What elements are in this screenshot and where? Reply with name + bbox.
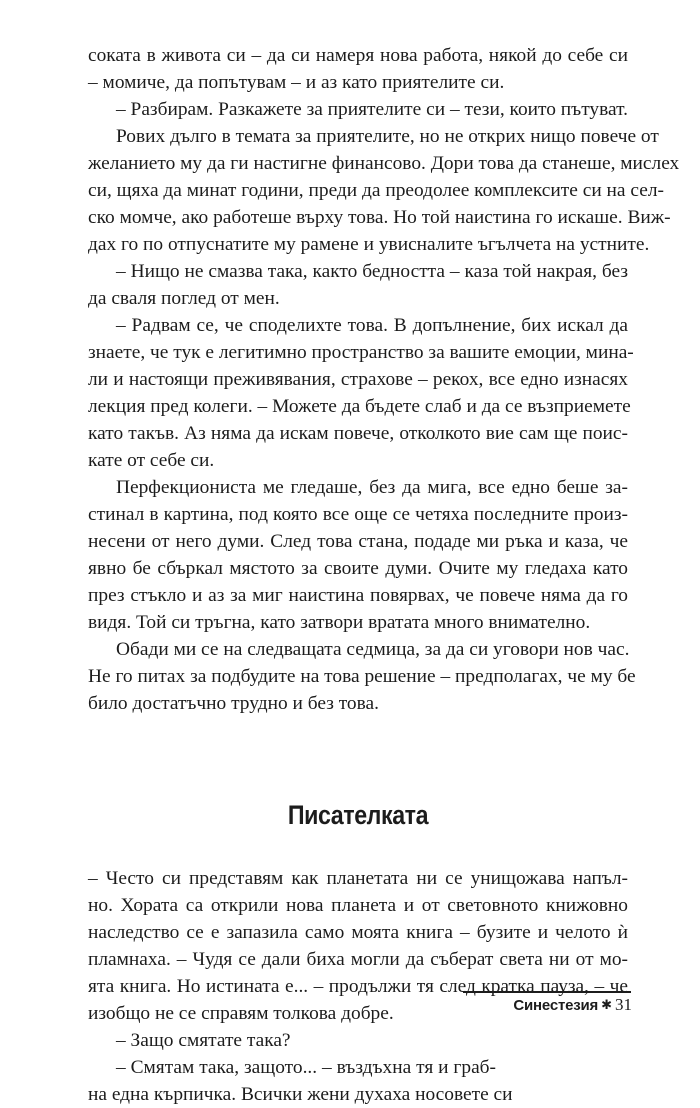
text-line: стинал в картина, под която все още се четяха последните произ- bbox=[88, 504, 628, 525]
text-line: – Често си представям как планетата ни се унищожава напъл- bbox=[88, 868, 628, 889]
page-number: 31 bbox=[615, 995, 632, 1014]
chapter-text-new bbox=[88, 865, 628, 1108]
text-line: – Радвам се, че споделихте това. В допълнение, бих искал да bbox=[116, 315, 628, 336]
text-line: да сваля поглед от мен. bbox=[88, 288, 280, 309]
chapter-title: Писателката bbox=[287, 800, 429, 830]
text-line: лекция пред колеги. – Можете да бъдете слаб и да се възприемете bbox=[88, 396, 631, 417]
text-line: било достатъчно трудно и без това. bbox=[88, 693, 379, 714]
text-line: пламнаха. – Чудя се дали биха могли да съберат света ни от мо- bbox=[88, 949, 628, 970]
text-line: ята книга. Но истината е... – продължи тя след кратка пауза, – че bbox=[88, 976, 628, 997]
text-line: като такъв. Аз няма да искам повече, отколкото вие сам ще поис- bbox=[88, 423, 628, 444]
text-line: Рових дълго в темата за приятелите, но не открих нищо повече от bbox=[116, 126, 659, 147]
text-line: кате от себе си. bbox=[88, 450, 215, 471]
text-line: явно бе сбъркал мястото за своите думи. Очите му гледаха като bbox=[88, 558, 628, 579]
text-line: си, щяха да минат години, преди да преодолее комплексите си на сел- bbox=[88, 180, 664, 201]
running-footer bbox=[472, 993, 632, 1019]
text-line: желанието му да ги настигне финансово. Дори това да станеше, мислех bbox=[88, 153, 680, 174]
text-line: но. Хората са открили нова планета и от световното книжовно bbox=[88, 895, 628, 916]
text-line: – Защо смятате така? bbox=[116, 1030, 291, 1051]
text-line: Обади ми се на следващата седмица, за да си уговори нов час. bbox=[116, 639, 630, 660]
text-line: през стъкло и аз за миг наистина повярвах, че повече няма да го bbox=[88, 585, 628, 606]
text-line: на една кърпичка. Всички жени духаха носовете си bbox=[88, 1084, 513, 1105]
text-line: – Разбирам. Разкажете за приятелите си – тези, които пътуват. bbox=[116, 99, 628, 120]
text-line: соката в живота си – да си намеря нова работа, някой до себе си bbox=[88, 45, 628, 66]
chapter-text-continued bbox=[88, 42, 680, 717]
text-line: ли и настоящи преживявания, страхове – рекох, все едно изнасях bbox=[88, 369, 628, 390]
page-body bbox=[88, 42, 680, 1108]
book-title: Синестезия bbox=[513, 997, 599, 1014]
text-line: ско момче, ако работеше върху това. Но той наистина го искаше. Виж- bbox=[88, 207, 671, 228]
text-line: изобщо не се справям толкова добре. bbox=[88, 1003, 394, 1024]
text-line: видя. Той си тръгна, като затвори вратата много внимателно. bbox=[88, 612, 591, 633]
text-line: Перфекциониста ме гледаше, без да мига, все едно беше за- bbox=[116, 477, 628, 498]
text-line: – Нищо не смазва така, както бедността – каза той накрая, без bbox=[116, 261, 628, 282]
text-line: знаете, че тук е легитимно пространство за вашите емоции, мина- bbox=[88, 342, 634, 363]
star-icon: ✱ bbox=[601, 998, 612, 1013]
text-line: дах го по отпуснатите му рамене и увисналите ъгълчета на устните. bbox=[88, 234, 650, 255]
text-line: несени от него думи. След това стана, подаде ми ръка и каза, че bbox=[88, 531, 628, 552]
text-line: – момиче, да попътувам – и аз като приятелите си. bbox=[88, 72, 505, 93]
text-line: – Смятам така, защото... – въздъхна тя и граб- bbox=[116, 1057, 496, 1078]
text-line: наследство се е запазила само моята книга – бузите и челото ѝ bbox=[88, 922, 628, 943]
text-line: Не го питах за подбудите на това решение – предполагах, че му бе bbox=[88, 666, 636, 687]
